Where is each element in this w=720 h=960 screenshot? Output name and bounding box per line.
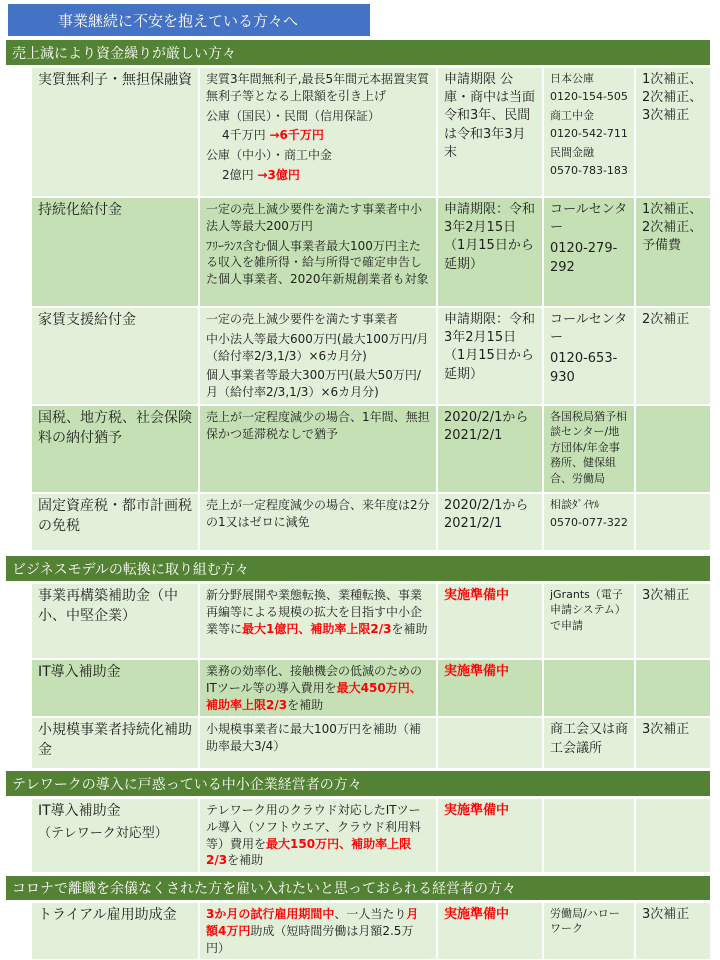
table-row: [31, 197, 711, 307]
contact-info: jGrants（電子申請システム）で申請: [543, 583, 635, 659]
contact-info: 日本公庫 0120-154-505 商工中金 0120-542-711 民間金融 0570-783-183: [543, 67, 635, 197]
table-row: [31, 405, 711, 493]
support-description: 売上が一定程度減少の場合、来年度は2分の1又はゼロに減免: [199, 493, 437, 551]
support-name: IT導入補助金: [31, 659, 199, 717]
budget-note: 3次補正: [635, 902, 711, 960]
contact-info: 商工会又は商工会議所: [543, 717, 635, 769]
support-name: 固定資産税・都市計画税の免税: [31, 493, 199, 551]
application-period: 2020/2/1から2021/2/1: [437, 405, 543, 493]
support-name: 持続化給付金: [31, 197, 199, 307]
table-row: [31, 307, 711, 405]
budget-note: 1次補正、2次補正、3次補正: [635, 67, 711, 197]
section-heading-cash-flow: 売上減により資金繰りが厳しい方々: [6, 40, 710, 65]
budget-note: [635, 405, 711, 493]
budget-note: [635, 798, 711, 873]
budget-note: 1次補正、2次補正、予備費: [635, 197, 711, 307]
table-row: [31, 798, 711, 873]
table-row: [31, 659, 711, 717]
support-description: 新分野展開や業態転換、業種転換、事業再編等による規模の拡大を目指す中小企業等に最大1億円、補助率上限2/3を補助: [199, 583, 437, 659]
budget-note: 3次補正: [635, 717, 711, 769]
support-description: 一定の売上減少要件を満たす事業者中小法人等最大200万円 ﾌﾘｰﾗﾝｽ含む個人事業者最大100万円主たる収入を雑所得・給与所得で確定申告した個人事業者、2020年新規創業者も対象: [199, 197, 437, 307]
support-name: トライアル雇用助成金: [31, 902, 199, 960]
business-model-support-table: [30, 582, 712, 770]
contact-info: コールセンター 0120-653-930: [543, 307, 635, 405]
application-period: 実施準備中: [437, 902, 543, 960]
section-heading-business-model: ビジネスモデルの転換に取り組む方々: [6, 556, 710, 581]
contact-info: コールセンター 0120-279-292: [543, 197, 635, 307]
application-period: 実施準備中: [437, 798, 543, 873]
budget-note: [635, 493, 711, 551]
support-name: 国税、地方税、社会保険料の納付猶予: [31, 405, 199, 493]
application-period: [437, 717, 543, 769]
support-name: 家賃支援給付金: [31, 307, 199, 405]
table-row: [31, 493, 711, 551]
support-name: IT導入補助金 （テレワーク対応型）: [31, 798, 199, 873]
telework-support-table: [30, 797, 712, 874]
support-description: 一定の売上減少要件を満たす事業者 中小法人等最大600万円(最大100万円/月（給付率2/3,1/3）×6カ月分) 個人事業者等最大300万円(最大50万円/月（給付率2/3,1/3）×6カ月分): [199, 307, 437, 405]
page-title: 事業継続に不安を抱えている方々へ: [8, 4, 370, 36]
table-row: [31, 583, 711, 659]
support-description: 売上が一定程度減少の場合、1年間、無担保かつ延滞税なしで猶予: [199, 405, 437, 493]
support-name: 小規模事業者持続化補助金: [31, 717, 199, 769]
cash-flow-support-table: [30, 66, 712, 552]
support-description: 3か月の試行雇用期間中、一人当たり月額4万円助成（短時間労働は月額2.5万円）: [199, 902, 437, 960]
support-name: 事業再構築補助金（中小、中堅企業）: [31, 583, 199, 659]
contact-info: 相談ﾀﾞｲﾔﾙ 0570-077-322: [543, 493, 635, 551]
support-description: 業務の効率化、接触機会の低減のためのITツール等の導入費用を最大450万円、補助率上限2/3を補助: [199, 659, 437, 717]
contact-info: [543, 659, 635, 717]
table-row: [31, 717, 711, 769]
application-period: 申請期限：令和3年2月15日（1月15日から延期）: [437, 197, 543, 307]
budget-note: 3次補正: [635, 583, 711, 659]
budget-note: 2次補正: [635, 307, 711, 405]
application-period: 申請期限 公庫・商中は当面令和3年、民間は令和3年3月末: [437, 67, 543, 197]
section-heading-rehiring: コロナで離職を余儀なくされた方を雇い入れたいと思っておられる経営者の方々: [6, 876, 710, 900]
budget-note: [635, 659, 711, 717]
support-description: テレワーク用のクラウド対応したITツール導入（ソフトウエア、クラウド利用料等）費用を最大150万円、補助率上限2/3を補助: [199, 798, 437, 873]
support-description: 小規模事業者に最大100万円を補助（補助率最大3/4）: [199, 717, 437, 769]
application-period: 実施準備中: [437, 583, 543, 659]
support-description: 実質3年間無利子,最長5年間元本据置実質無利子等となる上限額を引き上げ 公庫（国民）・民間（信用保証） 4千万円 →6千万円 公庫（中小）・商工中金 2億円 →3億円: [199, 67, 437, 197]
application-period: 申請期限：令和3年2月15日（1月15日から延期）: [437, 307, 543, 405]
contact-info: 労働局/ハローワーク: [543, 902, 635, 960]
application-period: 実施準備中: [437, 659, 543, 717]
table-row: [31, 67, 711, 197]
support-name: 実質無利子・無担保融資: [31, 67, 199, 197]
contact-info: 各国税局猶予相談センター/地方団体/年金事務所、健保組合、労働局: [543, 405, 635, 493]
contact-info: [543, 798, 635, 873]
table-row: [31, 902, 711, 960]
rehiring-support-table: [30, 901, 712, 960]
application-period: 2020/2/1から2021/2/1: [437, 493, 543, 551]
section-heading-telework: テレワークの導入に戸惑っている中小企業経営者の方々: [6, 771, 710, 796]
